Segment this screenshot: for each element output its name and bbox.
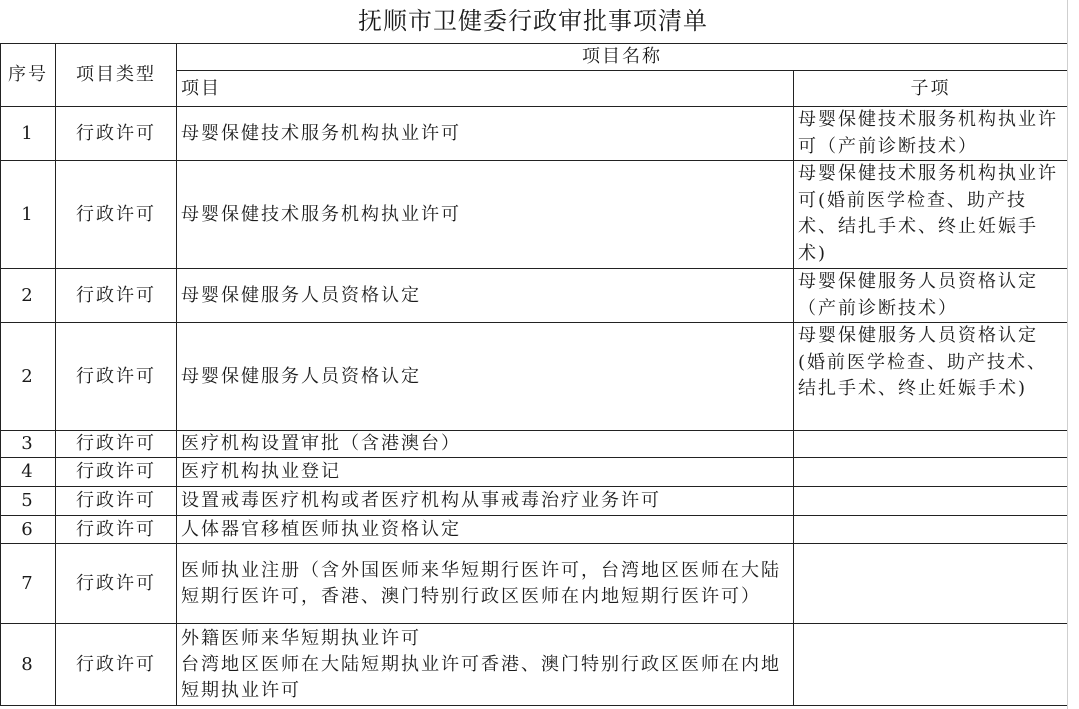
cell-sub: 母婴保健服务人员资格认定(婚前医学检查、助产技术、结扎手术、终止妊娠手术)	[794, 323, 1068, 431]
table-row	[1, 269, 1068, 323]
cell-type: 行政许可	[56, 458, 177, 487]
cell-type: 行政许可	[56, 624, 177, 706]
cell-type: 行政许可	[56, 544, 177, 624]
approval-items-table	[0, 43, 1068, 706]
cell-type: 行政许可	[56, 431, 177, 458]
cell-item: 外籍医师来华短期执业许可 台湾地区医师在大陆短期执业许可香港、澳门特别行政区医师在内地短期执业许可	[177, 624, 794, 706]
table-row	[1, 458, 1068, 487]
cell-seq: 2	[1, 269, 56, 323]
cell-seq: 8	[1, 624, 56, 706]
cell-type: 行政许可	[56, 323, 177, 431]
cell-sub: 母婴保健技术服务机构执业许可（产前诊断技术）	[794, 107, 1068, 161]
cell-sub	[794, 458, 1068, 487]
header-row-group	[1, 44, 1068, 71]
table-row	[1, 624, 1068, 706]
cell-seq: 6	[1, 516, 56, 544]
cell-seq: 5	[1, 487, 56, 516]
cell-type: 行政许可	[56, 269, 177, 323]
cell-seq: 1	[1, 107, 56, 161]
cell-sub	[794, 431, 1068, 458]
cell-seq: 1	[1, 161, 56, 269]
cell-sub	[794, 516, 1068, 544]
header-seq: 序号	[1, 44, 56, 107]
table-row	[1, 544, 1068, 624]
header-sub: 子项	[794, 71, 1068, 107]
table-row	[1, 323, 1068, 431]
cell-item: 人体器官移植医师执业资格认定	[177, 516, 794, 544]
cell-item: 医疗机构执业登记	[177, 458, 794, 487]
cell-seq: 3	[1, 431, 56, 458]
cell-seq: 2	[1, 323, 56, 431]
cell-item: 母婴保健服务人员资格认定	[177, 323, 794, 431]
table-row	[1, 431, 1068, 458]
table-row	[1, 161, 1068, 269]
cell-sub	[794, 544, 1068, 624]
cell-type: 行政许可	[56, 161, 177, 269]
header-type: 项目类型	[56, 44, 177, 107]
cell-type: 行政许可	[56, 487, 177, 516]
table-row	[1, 487, 1068, 516]
cell-item: 医疗机构设置审批（含港澳台）	[177, 431, 794, 458]
table-row	[1, 107, 1068, 161]
page-title: 抚顺市卫健委行政审批事项清单	[0, 0, 1066, 44]
sheet-right-edge	[1067, 0, 1079, 709]
cell-seq: 4	[1, 458, 56, 487]
cell-sub: 母婴保健服务人员资格认定（产前诊断技术）	[794, 269, 1068, 323]
cell-item: 医师执业注册（含外国医师来华短期行医许可，台湾地区医师在大陆短期行医许可，香港、澳门特别行政区医师在内地短期行医许可）	[177, 544, 794, 624]
cell-sub: 母婴保健技术服务机构执业许可(婚前医学检查、助产技术、结扎手术、终止妊娠手术)	[794, 161, 1068, 269]
header-name-group: 项目名称	[177, 44, 1068, 71]
cell-item: 母婴保健服务人员资格认定	[177, 269, 794, 323]
header-item: 项目	[177, 71, 794, 107]
cell-item: 母婴保健技术服务机构执业许可	[177, 161, 794, 269]
cell-sub	[794, 487, 1068, 516]
table-row	[1, 516, 1068, 544]
cell-item: 设置戒毒医疗机构或者医疗机构从事戒毒治疗业务许可	[177, 487, 794, 516]
cell-type: 行政许可	[56, 516, 177, 544]
cell-seq: 7	[1, 544, 56, 624]
cell-sub	[794, 624, 1068, 706]
cell-type: 行政许可	[56, 107, 177, 161]
cell-item: 母婴保健技术服务机构执业许可	[177, 107, 794, 161]
